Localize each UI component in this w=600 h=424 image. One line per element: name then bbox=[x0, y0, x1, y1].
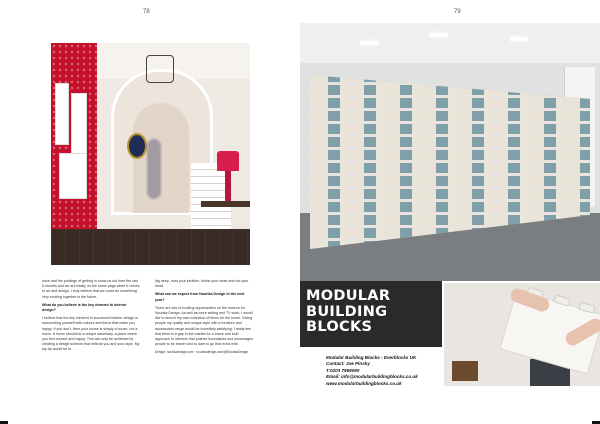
hallway-photo bbox=[51, 43, 250, 265]
wall-frame bbox=[55, 83, 69, 145]
brown-block bbox=[452, 361, 478, 381]
headline-line: BLOCKS bbox=[306, 319, 373, 335]
contact-details bbox=[326, 355, 418, 387]
wall-frame bbox=[59, 153, 87, 199]
article-column-2 bbox=[155, 279, 253, 359]
oval-portrait bbox=[127, 133, 147, 159]
console-table bbox=[201, 201, 250, 207]
block-stud bbox=[553, 295, 571, 307]
website-url: www.modularbuildingblocks.co.uk bbox=[326, 380, 402, 386]
pink-lamp-shade bbox=[217, 151, 239, 171]
page-number-right: 79 bbox=[454, 9, 461, 15]
dark-wood-floor bbox=[51, 229, 250, 265]
block-stud bbox=[578, 302, 596, 314]
wall-frame bbox=[71, 93, 87, 155]
article-paragraph: have had the privilege of getting to know us out here the last 6 months and we are totally on the same page when it comes to art and design, I truly believe that we could do something very exciting together in the future. bbox=[42, 279, 140, 299]
article-column-1 bbox=[42, 279, 140, 356]
page-number-left: 78 bbox=[143, 9, 150, 15]
company-name: Modular Building Blocks - Everblocks UK bbox=[326, 355, 417, 360]
pink-lamp-base bbox=[225, 171, 231, 201]
ceiling bbox=[300, 23, 600, 63]
chandelier bbox=[146, 55, 174, 83]
archway-inner bbox=[133, 103, 189, 213]
block-closeup-photo bbox=[444, 283, 600, 386]
block-wall-photo bbox=[300, 23, 600, 281]
interview-question: What do you believe is the key element to interior design? bbox=[42, 302, 127, 313]
article-paragraph: dig deep, trust your intuition, follow your heart and not your head. bbox=[155, 279, 249, 289]
article-paragraph: I believe that the key element to successful interior design is surrounding yourself with colours and items that make you happy. If you don't, then your house is simply a house, not a home. A home should be a unique sanctuary, a place where you feel content and happy. This can only be achieved by creating a design scheme that reflects you and your style. My top tip would be to bbox=[42, 316, 140, 352]
headline-banner bbox=[300, 281, 442, 347]
headline-line: BUILDING bbox=[306, 303, 388, 320]
ceiling-light bbox=[430, 33, 448, 37]
right-page bbox=[300, 0, 600, 424]
headline-line: MODULAR bbox=[306, 288, 391, 304]
ceiling-light bbox=[360, 41, 378, 45]
article-paragraph: There are lots of exciting opportunities on the horizon for Nourika Design. As well as more writing and TV work, I would like to launch my own collection of items for the home. Giving people my quality and unique style with a furniture and accessories range would be incredibly satisfying. I really feel that there is a gap in the market for a brave and bold approach to interiors that pushes boundaries and encourages people to be braver and to dare to go that extra mile. bbox=[155, 305, 253, 347]
contact-person: Contact: Joe Pinsky bbox=[326, 361, 370, 367]
ceiling-light bbox=[510, 37, 528, 41]
phone-number: T:0203 7959090 bbox=[326, 367, 360, 373]
blurred-figure bbox=[147, 139, 161, 199]
email-address: Email: info@modularbuildingblocks.co.uk bbox=[326, 374, 418, 380]
photo-credit: Design: nourikadesign.com · nourikadesign.com/@NourikaDesign bbox=[155, 350, 249, 355]
interview-question: What can we expect from Nourika Design in the next year? bbox=[155, 292, 245, 302]
feature-headline bbox=[306, 289, 390, 336]
